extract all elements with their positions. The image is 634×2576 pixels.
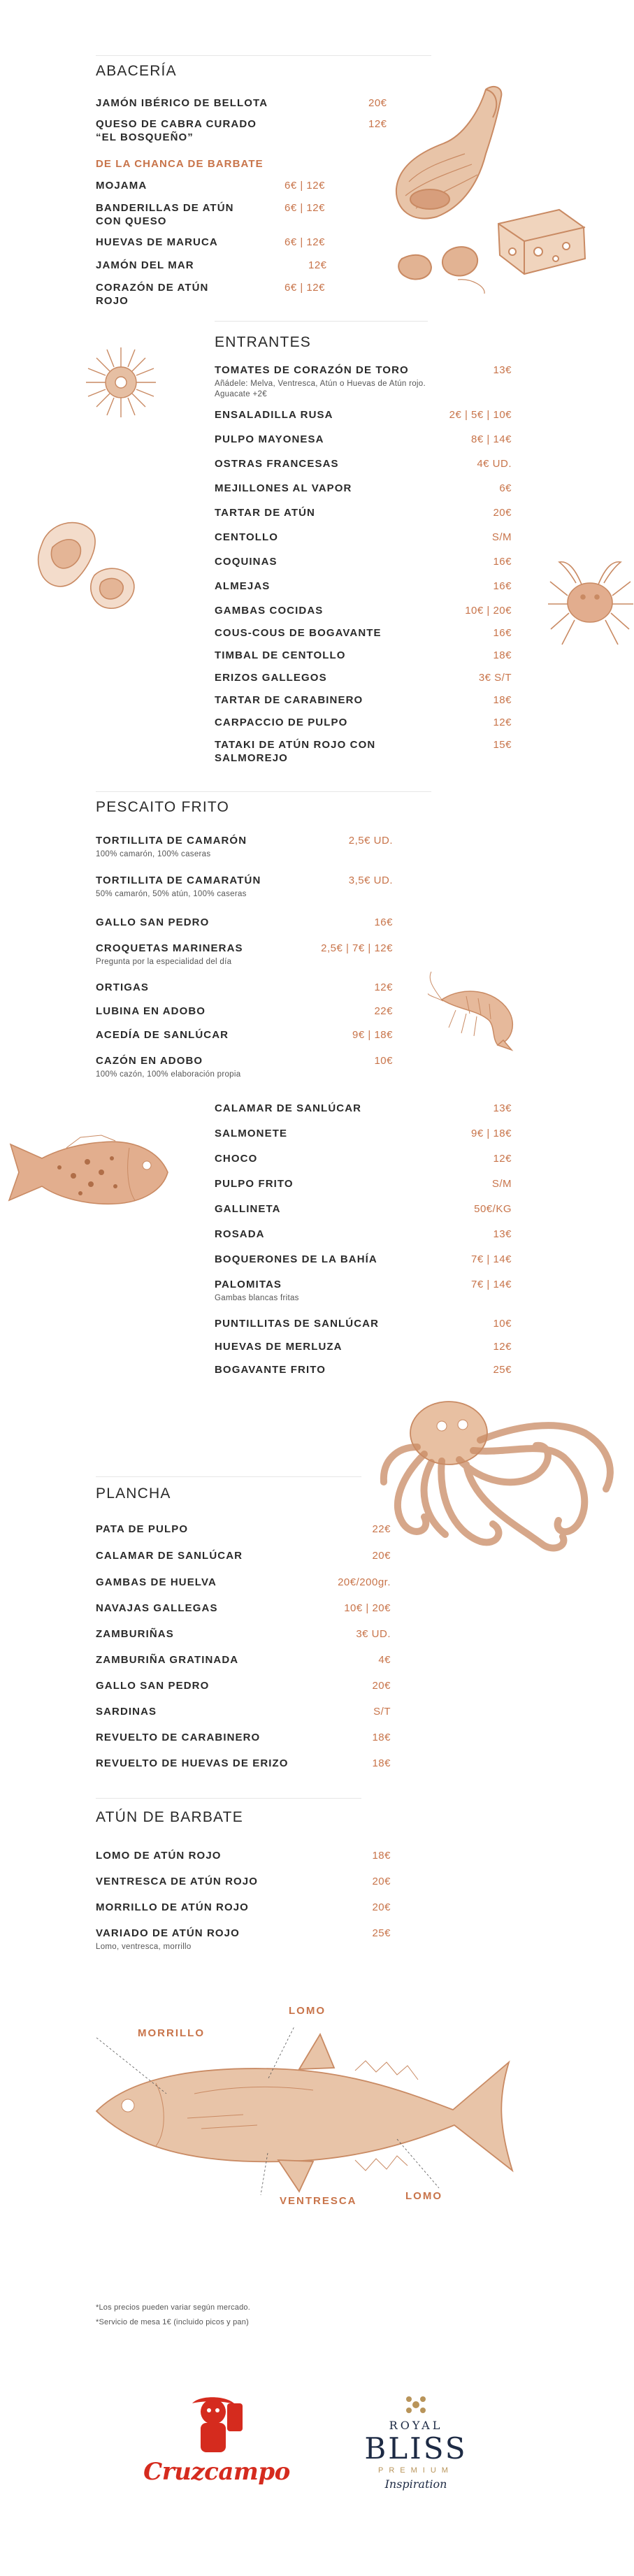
item-price: 50€/KG	[474, 1203, 512, 1215]
item-price: 10€	[493, 1318, 512, 1330]
item-price: 25€	[372, 1927, 391, 1939]
item-price: 9€ | 18€	[352, 1029, 393, 1041]
item-name: QUESO DE CABRA CURADO “EL BOSQUEÑO”	[96, 118, 257, 143]
service-note: *Servicio de mesa 1€ (incluido picos y pan)	[96, 2318, 249, 2326]
item-price: 12€	[493, 1153, 512, 1165]
item-name: CALAMAR DE SANLÚCAR	[215, 1102, 362, 1114]
item-name: HUEVAS DE MERLUZA	[215, 1341, 343, 1353]
divider	[96, 55, 431, 56]
item-description: 100% cazón, 100% elaboración propia	[96, 1070, 241, 1079]
item-price: 20€	[372, 1901, 391, 1913]
divider	[96, 1798, 361, 1799]
divider	[215, 321, 428, 322]
item-price: 18€	[493, 694, 512, 706]
item-price: 20€	[372, 1680, 391, 1692]
item-description: Pregunta por la especialidad del día	[96, 958, 232, 966]
item-name: MOJAMA	[96, 180, 147, 192]
item-name: SALMONETE	[215, 1128, 288, 1139]
item-name: VENTRESCA DE ATÚN ROJO	[96, 1876, 258, 1887]
grouper-fish-illustration	[3, 1134, 171, 1214]
item-name: REVUELTO DE HUEVAS DE ERIZO	[96, 1757, 289, 1769]
item-name: MEJILLONES AL VAPOR	[215, 482, 352, 494]
item-name: TORTILLITA DE CAMARATÚN	[96, 875, 261, 886]
crab-illustration	[547, 554, 634, 652]
item-name: TARTAR DE CARABINERO	[215, 694, 363, 706]
item-price: 7€ | 14€	[471, 1279, 512, 1290]
item-price: 18€	[372, 1757, 391, 1769]
item-name: CAZÓN EN ADOBO	[96, 1055, 203, 1067]
item-price: 22€	[374, 1005, 393, 1017]
item-name: JAMÓN DEL MAR	[96, 259, 194, 271]
section-title-plancha: PLANCHA	[96, 1485, 171, 1502]
shrimp-illustration	[428, 972, 533, 1056]
item-name: GAMBAS DE HUELVA	[96, 1576, 217, 1588]
tuna-label-lomo-top: LOMO	[289, 2005, 326, 2017]
item-name: JAMÓN IBÉRICO DE BELLOTA	[96, 97, 268, 109]
item-name: GALLINETA	[215, 1203, 281, 1215]
item-name: TATAKI DE ATÚN ROJO CON SALMOREJO	[215, 739, 376, 764]
item-name: TARTAR DE ATÚN	[215, 507, 315, 519]
section-title-pescaito: PESCAITO FRITO	[96, 799, 230, 815]
item-name: ZAMBURIÑAS	[96, 1628, 174, 1640]
item-description: 100% camarón, 100% caseras	[96, 850, 211, 858]
oyster-illustration	[35, 516, 140, 621]
item-price: 22€	[372, 1523, 391, 1535]
octopus-illustration	[375, 1384, 627, 1559]
item-price: 16€	[493, 580, 512, 592]
item-name: BANDERILLAS DE ATÚN CON QUESO	[96, 202, 234, 227]
item-name: OSTRAS FRANCESAS	[215, 458, 339, 470]
item-name: MORRILLO DE ATÚN ROJO	[96, 1901, 249, 1913]
item-name: ENSALADILLA RUSA	[215, 409, 333, 421]
item-name: VARIADO DE ATÚN ROJO	[96, 1927, 240, 1939]
item-name: TIMBAL DE CENTOLLO	[215, 649, 346, 661]
item-name: BOGAVANTE FRITO	[215, 1364, 326, 1376]
item-price: 7€ | 14€	[471, 1253, 512, 1265]
item-price: S/T	[373, 1706, 391, 1718]
item-price: 2€ | 5€ | 10€	[449, 409, 512, 421]
item-name: CALAMAR DE SANLÚCAR	[96, 1550, 243, 1562]
tuna-label-morrillo: MORRILLO	[138, 2027, 205, 2039]
item-price: 13€	[493, 364, 512, 376]
item-price: 18€	[372, 1850, 391, 1862]
item-price: 3,5€ UD.	[348, 875, 393, 886]
item-name: REVUELTO DE CARABINERO	[96, 1732, 261, 1743]
item-price: 10€	[374, 1055, 393, 1067]
item-name: COUS-COUS DE BOGAVANTE	[215, 627, 382, 639]
item-description: Lomo, ventresca, morrillo	[96, 1943, 192, 1951]
item-name: CROQUETAS MARINERAS	[96, 942, 243, 954]
item-name: PATA DE PULPO	[96, 1523, 189, 1535]
bliss-text: BLISS	[364, 2431, 468, 2466]
item-name: ORTIGAS	[96, 981, 150, 993]
item-price: 8€ | 14€	[471, 433, 512, 445]
sea-urchin-illustration	[82, 344, 159, 421]
item-price: 4€ UD.	[477, 458, 512, 470]
inspiration-text: Inspiration	[384, 2477, 447, 2491]
item-name: ERIZOS GALLEGOS	[215, 672, 327, 684]
item-name: TORTILLITA DE CAMARÓN	[96, 835, 247, 847]
divider	[96, 791, 431, 792]
price-note: *Los precios pueden variar según mercado.	[96, 2303, 250, 2312]
item-name: ACEDÍA DE SANLÚCAR	[96, 1029, 229, 1041]
item-price: 6€ | 12€	[284, 180, 325, 192]
item-price: 12€	[368, 118, 387, 130]
item-price: 20€	[368, 97, 387, 109]
item-name: HUEVAS DE MARUCA	[96, 236, 218, 248]
tuna-fish-illustration	[89, 2027, 523, 2209]
item-name: CARPACCIO DE PULPO	[215, 717, 348, 728]
item-name: BOQUERONES DE LA BAHÍA	[215, 1253, 377, 1265]
item-name: ZAMBURIÑA GRATINADA	[96, 1654, 239, 1666]
item-price: 16€	[374, 916, 393, 928]
item-price: 13€	[493, 1228, 512, 1240]
item-price: S/M	[491, 531, 512, 543]
item-name: GAMBAS COCIDAS	[215, 605, 324, 617]
item-name: SARDINAS	[96, 1706, 157, 1718]
item-price: 3€ UD.	[356, 1628, 391, 1640]
divider	[96, 1476, 361, 1477]
item-name: PUNTILLITAS DE SANLÚCAR	[215, 1318, 380, 1330]
item-price: 16€	[493, 627, 512, 639]
item-price: S/M	[491, 1178, 512, 1190]
item-price: 12€	[308, 259, 327, 271]
item-price: 12€	[493, 717, 512, 728]
item-name: PULPO MAYONESA	[215, 433, 324, 445]
item-price: 10€ | 20€	[344, 1602, 391, 1614]
cruzcampo-wordmark: Cruzcampo	[143, 2458, 290, 2486]
item-name: CENTOLLO	[215, 531, 279, 543]
cruzcampo-mascot-icon	[143, 2389, 290, 2459]
section-title-atun: ATÚN DE BARBATE	[96, 1809, 243, 1825]
cruzcampo-logo	[143, 2389, 290, 2484]
item-price: 13€	[493, 1102, 512, 1114]
item-price: 6€ | 12€	[284, 236, 325, 248]
item-name: TOMATES DE CORAZÓN DE TORO	[215, 364, 409, 376]
item-price: 10€ | 20€	[465, 605, 512, 617]
item-price: 2,5€ UD.	[348, 835, 393, 847]
section-title-entrantes: ENTRANTES	[215, 334, 311, 350]
item-price: 20€	[372, 1550, 391, 1562]
item-price: 18€	[493, 649, 512, 661]
item-description: Añádele: Melva, Ventresca, Atún o Huevas de Atún rojo. Aguacate +2€	[215, 380, 426, 398]
item-name: GALLO SAN PEDRO	[96, 1680, 210, 1692]
item-name: CHOCO	[215, 1153, 258, 1165]
item-price: 18€	[372, 1732, 391, 1743]
item-description: Gambas blancas fritas	[215, 1294, 299, 1302]
item-price: 20€	[372, 1876, 391, 1887]
item-name: NAVAJAS GALLEGAS	[96, 1602, 218, 1614]
item-price: 12€	[374, 981, 393, 993]
item-name: PALOMITAS	[215, 1279, 282, 1290]
section-title-abaceria: ABACERÍA	[96, 63, 177, 79]
item-name: GALLO SAN PEDRO	[96, 916, 210, 928]
item-price: 25€	[493, 1364, 512, 1376]
tuna-label-lomo-bottom: LOMO	[405, 2190, 442, 2202]
item-price: 6€ | 12€	[284, 202, 325, 214]
premium-text: PREMIUM	[378, 2466, 454, 2475]
royal-bliss-emblem-icon	[343, 2391, 489, 2419]
item-name: ALMEJAS	[215, 580, 271, 592]
item-name: LOMO DE ATÚN ROJO	[96, 1850, 222, 1862]
royal-bliss-logo	[343, 2391, 489, 2496]
item-name: CORAZÓN DE ATÚN ROJO	[96, 282, 209, 307]
royal-text: ROYAL	[389, 2419, 443, 2432]
item-price: 6€	[499, 482, 512, 494]
item-price: 20€	[493, 507, 512, 519]
ham-illustration	[381, 84, 591, 301]
item-name: ROSADA	[215, 1228, 265, 1240]
item-name: LUBINA EN ADOBO	[96, 1005, 206, 1017]
item-price: 20€/200gr.	[338, 1576, 391, 1588]
item-price: 6€ | 12€	[284, 282, 325, 294]
item-price: 15€	[493, 739, 512, 751]
item-name: COQUINAS	[215, 556, 278, 568]
item-price: 12€	[493, 1341, 512, 1353]
item-price: 2,5€ | 7€ | 12€	[321, 942, 393, 954]
item-name: PULPO FRITO	[215, 1178, 294, 1190]
item-description: 50% camarón, 50% atún, 100% caseras	[96, 890, 247, 898]
item-price: 9€ | 18€	[471, 1128, 512, 1139]
subsection-title-chanca: DE LA CHANCA DE BARBATE	[96, 158, 264, 170]
item-price: 4€	[378, 1654, 391, 1666]
item-price: 16€	[493, 556, 512, 568]
tuna-label-ventresca: VENTRESCA	[280, 2195, 357, 2207]
item-price: 3€ S/T	[478, 672, 512, 684]
